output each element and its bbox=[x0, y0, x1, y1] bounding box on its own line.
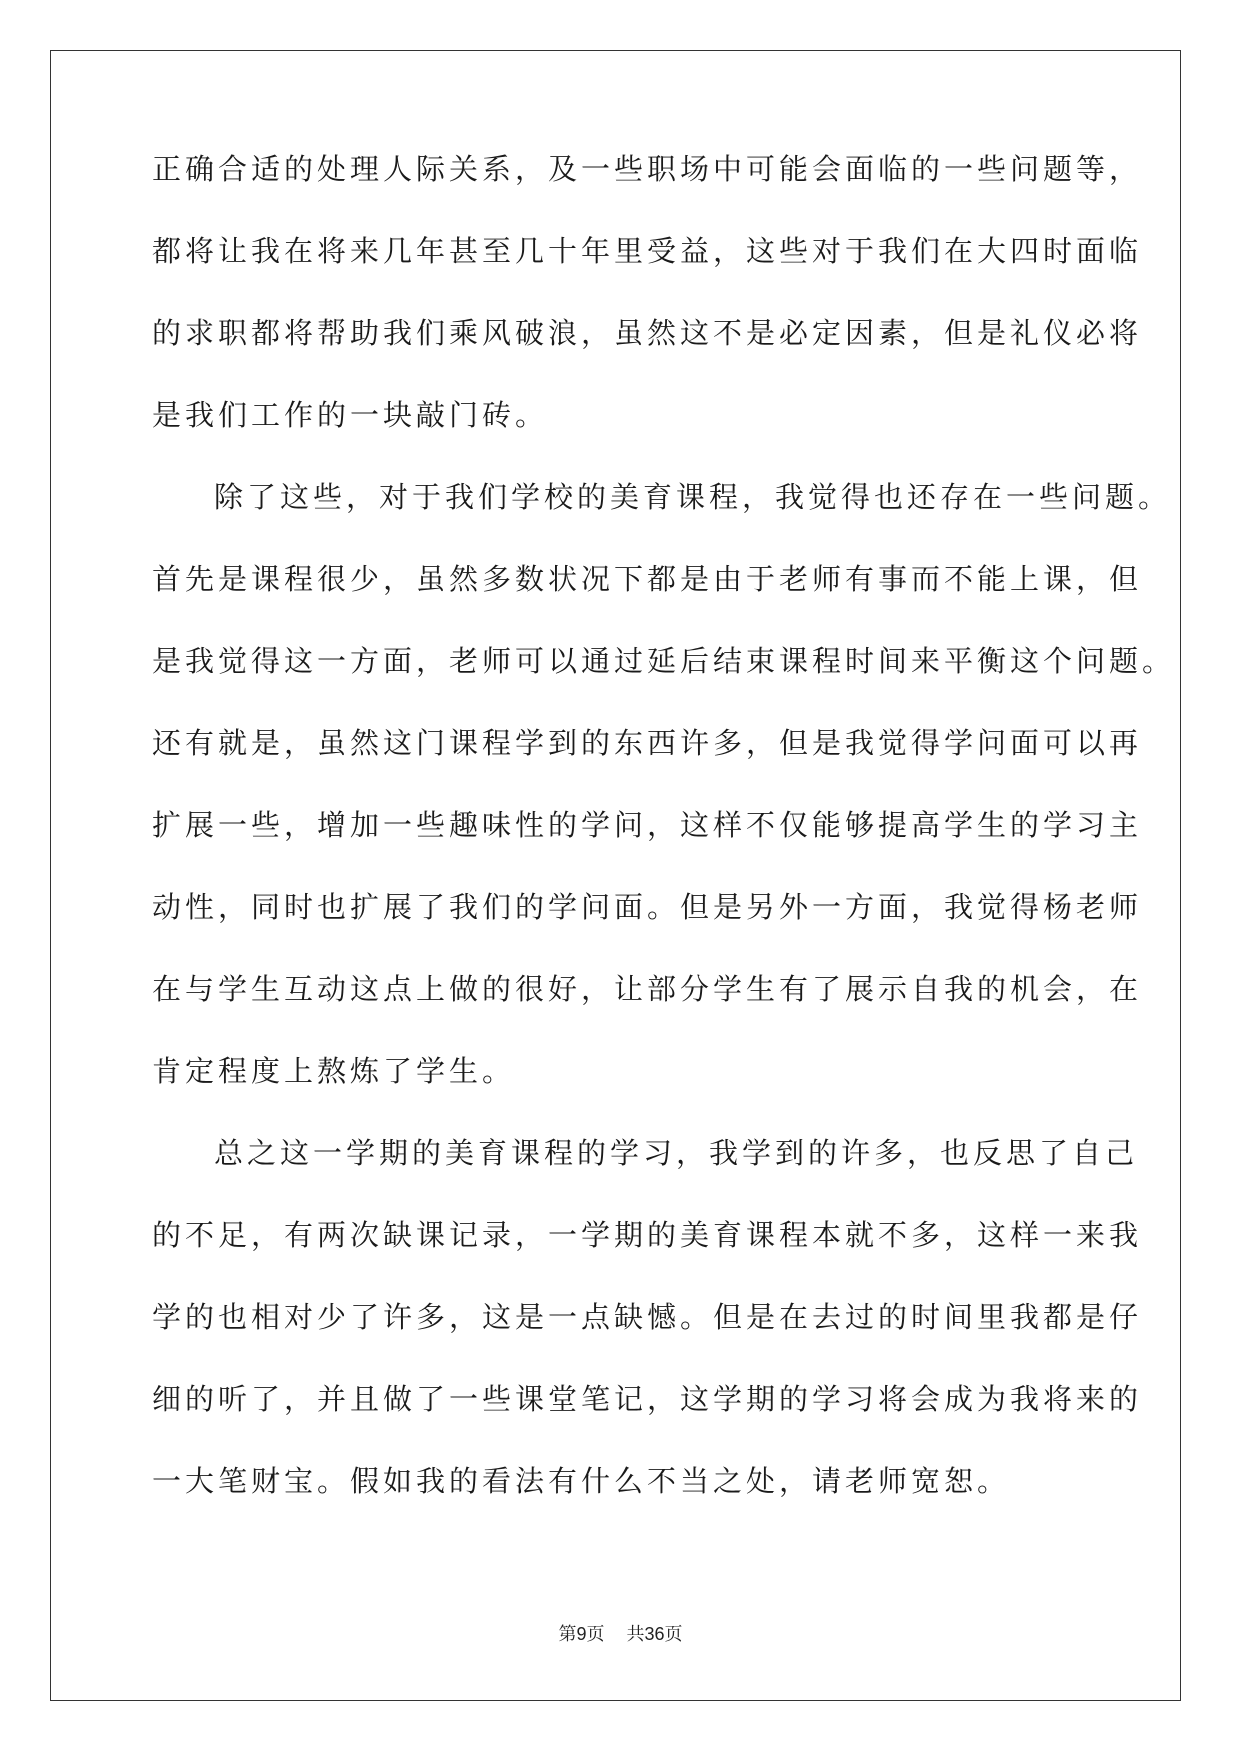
text-line: 是我觉得这一方面，老师可以通过延后结束课程时间来平衡这个问题。 bbox=[152, 644, 1176, 678]
text-line: 都将让我在将来几年甚至几十年里受益，这些对于我们在大四时面临 bbox=[152, 234, 1143, 268]
text-line: 还有就是，虽然这门课程学到的东西许多，但是我觉得学问面可以再 bbox=[152, 726, 1143, 760]
text-line: 除了这些，对于我们学校的美育课程，我觉得也还存在一些问题。 bbox=[214, 480, 1172, 514]
text-line: 总之这一学期的美育课程的学习，我学到的许多，也反思了自己 bbox=[214, 1136, 1139, 1170]
page-footer bbox=[0, 1620, 1241, 1646]
text-line: 首先是课程很少，虽然多数状况下都是由于老师有事而不能上课，但 bbox=[152, 562, 1143, 596]
text-line: 在与学生互动这点上做的很好，让部分学生有了展示自我的机会，在 bbox=[152, 972, 1143, 1006]
total-pages: 36 bbox=[644, 1624, 665, 1644]
text-line: 动性，同时也扩展了我们的学问面。但是另外一方面，我觉得杨老师 bbox=[152, 890, 1143, 924]
text-line: 的不足，有两次缺课记录，一学期的美育课程本就不多，这样一来我 bbox=[152, 1218, 1143, 1252]
text-line: 是我们工作的一块敲门砖。 bbox=[152, 398, 549, 432]
text-line: 一大笔财宝。假如我的看法有什么不当之处，请老师宽恕。 bbox=[152, 1464, 1011, 1498]
text-line: 正确合适的处理人际关系，及一些职场中可能会面临的一些问题等， bbox=[152, 152, 1143, 186]
page-prefix: 第 bbox=[558, 1624, 577, 1645]
text-line: 学的也相对少了许多，这是一点缺憾。但是在去过的时间里我都是仔 bbox=[152, 1300, 1143, 1334]
total-suffix: 页 bbox=[664, 1624, 683, 1645]
text-line: 的求职都将帮助我们乘风破浪，虽然这不是必定因素，但是礼仪必将 bbox=[152, 316, 1143, 350]
page-number: 9 bbox=[576, 1624, 587, 1644]
total-prefix: 共 bbox=[626, 1624, 645, 1645]
document-body bbox=[152, 152, 1176, 1548]
text-line: 扩展一些，增加一些趣味性的学问，这样不仅能够提高学生的学习主 bbox=[152, 808, 1143, 842]
text-line: 细的听了，并且做了一些课堂笔记，这学期的学习将会成为我将来的 bbox=[152, 1382, 1143, 1416]
text-line: 肯定程度上熬炼了学生。 bbox=[152, 1054, 516, 1088]
page-suffix: 页 bbox=[586, 1624, 605, 1645]
